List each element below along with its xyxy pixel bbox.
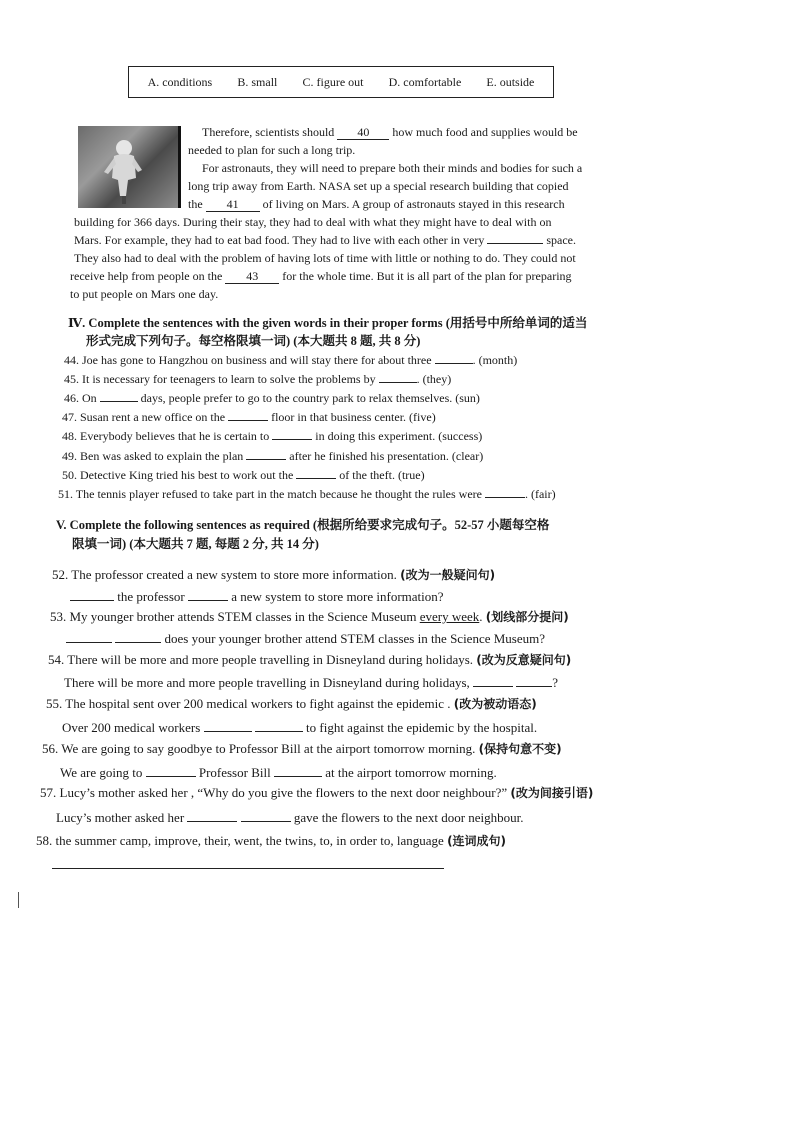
section-4-heading-line-2: 形式完成下列句子。每空格限填一词) (本大题共 8 题, 共 8 分) <box>86 334 421 348</box>
blank-42 <box>487 243 543 244</box>
question-44: 44. Joe has gone to Hangzhou on business and will stay there for about three . (month) <box>64 353 518 367</box>
answer-56: We are going to Professor Bill at the airport tomorrow morning. <box>60 765 497 780</box>
question-47: 47. Susan rent a new office on the floor in that business center. (five) <box>62 410 436 424</box>
word-option-e: E. outside <box>486 74 535 89</box>
question-56: 56. We are going to say goodbye to Professor Bill at the airport tomorrow morning. (保持句意不变) <box>42 741 562 756</box>
question-53: 53. My younger brother attends STEM classes in the Science Museum every week. (划线部分提问) <box>50 609 569 624</box>
blank-40: 40 <box>337 125 389 140</box>
margin-mark <box>18 892 19 908</box>
blank-41: 41 <box>206 197 260 212</box>
question-50: 50. Detective King tried his best to work out the of the theft. (true) <box>62 468 425 482</box>
answer-54: There will be more and more people travelling in Disneyland during holidays, ? <box>64 675 559 690</box>
underlined-phrase: every week <box>419 609 480 624</box>
question-51: 51. The tennis player refused to take part in the match because he thought the rules were . (fair) <box>58 487 556 501</box>
passage-line-10: to put people on Mars one day. <box>70 287 219 301</box>
question-57: 57. Lucy’s mother asked her , “Why do you give the flowers to the next door neighbour?” (改为间接引语) <box>40 785 594 800</box>
question-58: 58. the summer camp, improve, their, went, the twins, to, in order to, language (连词成句) <box>36 833 507 848</box>
answer-55: Over 200 medical workers to fight against the epidemic by the hospital. <box>62 720 538 735</box>
word-option-c: C. figure out <box>302 74 364 89</box>
word-option-b: B. small <box>237 74 278 89</box>
astronaut-photo <box>78 126 181 208</box>
section-5-heading-line-1: V. Complete the following sentences as required (根据所给要求完成句子。52-57 小题每空格 <box>56 518 550 532</box>
word-option-d: D. comfortable <box>388 74 462 89</box>
question-49: 49. Ben was asked to explain the plan after he finished his presentation. (clear) <box>62 449 484 463</box>
passage-line-3: For astronauts, they will need to prepare both their minds and bodies for such a <box>202 161 583 175</box>
passage-line-5: the 41 of living on Mars. A group of astronauts stayed in this research <box>188 197 565 211</box>
passage-line-8: They also had to deal with the problem of having lots of time with little or nothing to do. They could not <box>74 251 576 265</box>
passage-line-9: receive help from people on the 43 for the whole time. But it is all part of the plan for preparing <box>70 269 572 283</box>
answer-57: Lucy’s mother asked her gave the flowers to the next door neighbour. <box>56 810 524 825</box>
section-4-heading-line-1: Ⅳ. Complete the sentences with the given words in their proper forms (用括号中所给单词的适当 <box>68 316 588 330</box>
blank-43: 43 <box>225 269 279 284</box>
word-option-a: A. conditions <box>147 74 213 89</box>
question-55: 55. The hospital sent over 200 medical workers to fight against the epidemic . (改为被动语态) <box>46 696 537 711</box>
astronaut-figure-icon <box>78 126 178 208</box>
passage-line-6: building for 366 days. During their stay, they had to deal with what they might have to deal with on <box>74 215 552 229</box>
passage-line-4: long trip away from Earth. NASA set up a special research building that copied <box>188 179 569 193</box>
passage-line-7: Mars. For example, they had to eat bad food. They had to live with each other in very space. <box>74 233 576 247</box>
question-52: 52. The professor created a new system to store more information. (改为一般疑问句) <box>52 567 496 582</box>
question-54: 54. There will be more and more people travelling in Disneyland during holidays. (改为反意疑问句) <box>48 652 572 667</box>
question-45: 45. It is necessary for teenagers to learn to solve the problems by . (they) <box>64 372 452 386</box>
question-48: 48. Everybody believes that he is certain to in doing this experiment. (success) <box>62 429 483 443</box>
answer-line-58 <box>52 868 444 869</box>
passage-line-2: needed to plan for such a long trip. <box>188 143 356 157</box>
answer-53: does your younger brother attend STEM classes in the Science Museum? <box>66 630 545 647</box>
question-46: 46. On days, people prefer to go to the country park to relax themselves. (sun) <box>64 391 480 405</box>
passage-line-1: Therefore, scientists should 40 how much food and supplies would be <box>202 125 578 139</box>
word-options-box <box>128 66 554 98</box>
section-5-heading-line-2: 限填一词) (本大题共 7 题, 每题 2 分, 共 14 分) <box>72 537 319 551</box>
answer-52: the professor a new system to store more information? <box>70 588 444 605</box>
